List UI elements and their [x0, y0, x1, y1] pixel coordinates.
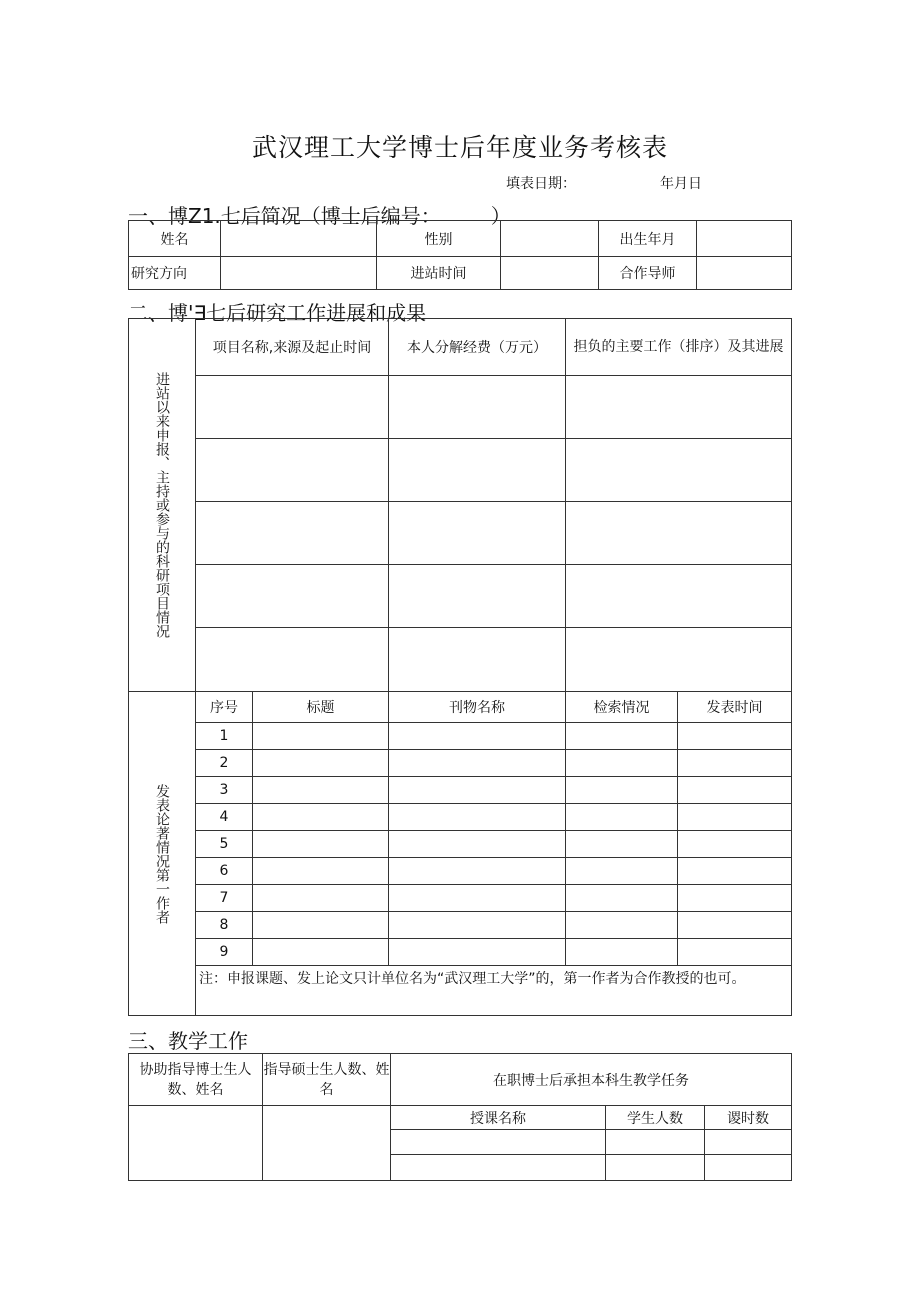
teaching-table: [128, 1053, 792, 1181]
gender-label: 性别: [377, 221, 501, 257]
paper-row-number: 4: [196, 804, 253, 831]
birth-label: 出生年月: [599, 221, 697, 257]
col-journal: 刊物名称: [389, 692, 566, 723]
fill-date-value: 年月日: [660, 176, 702, 192]
project-cell[interactable]: [389, 565, 566, 628]
col-class-hours: 谡时数: [705, 1106, 792, 1130]
course-cell[interactable]: [391, 1155, 606, 1181]
paper-index-cell[interactable]: [566, 804, 678, 831]
paper-index-cell[interactable]: [566, 777, 678, 804]
paper-time-cell[interactable]: [678, 885, 792, 912]
project-cell[interactable]: [389, 628, 566, 692]
col-course-name: 授课名称: [391, 1106, 606, 1130]
project-cell[interactable]: [389, 502, 566, 565]
paper-title-cell[interactable]: [253, 777, 389, 804]
project-cell[interactable]: [196, 376, 389, 439]
col-undergrad-task: 在职博士后承担本科生教学任务: [391, 1054, 792, 1106]
project-cell[interactable]: [389, 439, 566, 502]
project-cell[interactable]: [566, 565, 792, 628]
papers-side-cell: [129, 692, 196, 1016]
mentor-label: 合作导师: [599, 257, 697, 290]
paper-journal-cell[interactable]: [389, 858, 566, 885]
paper-index-cell[interactable]: [566, 912, 678, 939]
paper-index-cell[interactable]: [566, 939, 678, 966]
paper-index-cell[interactable]: [566, 723, 678, 750]
paper-time-cell[interactable]: [678, 831, 792, 858]
class-hours-cell[interactable]: [705, 1155, 792, 1181]
col-index: 检索情况: [566, 692, 678, 723]
paper-time-cell[interactable]: [678, 804, 792, 831]
paper-time-cell[interactable]: [678, 723, 792, 750]
paper-journal-cell[interactable]: [389, 777, 566, 804]
papers-note: 注：申报课题、发上论文只计单位名为“武汉理工大学”的，第一作者为合作教授的也可。: [196, 966, 792, 1016]
name-value[interactable]: [221, 221, 377, 257]
paper-title-cell[interactable]: [253, 939, 389, 966]
course-cell[interactable]: [391, 1130, 606, 1155]
paper-row-number: 7: [196, 885, 253, 912]
basic-info-table: [128, 220, 792, 290]
paper-time-cell[interactable]: [678, 939, 792, 966]
paper-title-cell[interactable]: [253, 858, 389, 885]
paper-title-cell[interactable]: [253, 750, 389, 777]
col-master-students: 指导硕士生人数、姓名: [263, 1054, 391, 1106]
project-cell[interactable]: [566, 439, 792, 502]
paper-journal-cell[interactable]: [389, 885, 566, 912]
class-hours-cell[interactable]: [705, 1130, 792, 1155]
name-label: 姓名: [129, 221, 221, 257]
paper-title-cell[interactable]: [253, 723, 389, 750]
entry-time-label: 进站时间: [377, 257, 501, 290]
paper-row-number: 9: [196, 939, 253, 966]
paper-journal-cell[interactable]: [389, 831, 566, 858]
col-main-work: 担负的主要工作（排序）及其进展: [566, 319, 792, 376]
paper-title-cell[interactable]: [253, 912, 389, 939]
project-cell[interactable]: [566, 376, 792, 439]
research-value[interactable]: [221, 257, 377, 290]
col-student-count: 学生人数: [606, 1106, 705, 1130]
paper-row-number: 8: [196, 912, 253, 939]
phd-students-value[interactable]: [129, 1106, 263, 1181]
gender-value[interactable]: [501, 221, 599, 257]
col-funds: 本人分解经费（万元）: [389, 319, 566, 376]
paper-row-number: 6: [196, 858, 253, 885]
col-project-name: 项目名称,来源及起止时间: [196, 319, 389, 376]
paper-journal-cell[interactable]: [389, 750, 566, 777]
paper-title-cell[interactable]: [253, 804, 389, 831]
paper-journal-cell[interactable]: [389, 804, 566, 831]
paper-index-cell[interactable]: [566, 831, 678, 858]
paper-time-cell[interactable]: [678, 750, 792, 777]
research-label: 研究方向: [129, 257, 221, 290]
mentor-value[interactable]: [697, 257, 792, 290]
paper-journal-cell[interactable]: [389, 912, 566, 939]
paper-index-cell[interactable]: [566, 858, 678, 885]
birth-value[interactable]: [697, 221, 792, 257]
col-publish-time: 发表时间: [678, 692, 792, 723]
student-count-cell[interactable]: [606, 1155, 705, 1181]
research-table: [128, 318, 792, 1016]
paper-time-cell[interactable]: [678, 912, 792, 939]
col-paper-title: 标题: [253, 692, 389, 723]
paper-row-number: 3: [196, 777, 253, 804]
projects-side-cell: [129, 319, 196, 692]
col-serial-no: 序号: [196, 692, 253, 723]
student-count-cell[interactable]: [606, 1130, 705, 1155]
paper-title-cell[interactable]: [253, 885, 389, 912]
papers-side-label: 发表论著情况第一作者: [154, 783, 170, 924]
entry-time-value[interactable]: [501, 257, 599, 290]
paper-index-cell[interactable]: [566, 750, 678, 777]
paper-journal-cell[interactable]: [389, 723, 566, 750]
paper-row-number: 2: [196, 750, 253, 777]
page-title: 武汉理工大学博士后年度业务考核表: [251, 133, 668, 162]
project-cell[interactable]: [566, 628, 792, 692]
paper-index-cell[interactable]: [566, 885, 678, 912]
paper-journal-cell[interactable]: [389, 939, 566, 966]
project-cell[interactable]: [196, 439, 389, 502]
section2-heading: 二、博'∃七后研究工作进展和成果: [128, 301, 427, 325]
paper-time-cell[interactable]: [678, 777, 792, 804]
master-students-value[interactable]: [263, 1106, 391, 1181]
paper-time-cell[interactable]: [678, 858, 792, 885]
section3-heading: 三、教学工作: [128, 1029, 248, 1053]
project-cell[interactable]: [566, 502, 792, 565]
fill-date-label: 填表日期：: [506, 176, 576, 192]
project-cell[interactable]: [196, 565, 389, 628]
paper-title-cell[interactable]: [253, 831, 389, 858]
col-phd-students: 协助指导博士生人数、姓名: [129, 1054, 263, 1106]
project-cell[interactable]: [389, 376, 566, 439]
project-cell[interactable]: [196, 502, 389, 565]
section1-heading: 一、博Z1.七后简况（博士后编号： ）: [128, 204, 511, 228]
projects-side-label: 进站以来申报、主持或参与的科研项目情况: [154, 372, 170, 638]
project-cell[interactable]: [196, 628, 389, 692]
paper-row-number: 1: [196, 723, 253, 750]
paper-row-number: 5: [196, 831, 253, 858]
